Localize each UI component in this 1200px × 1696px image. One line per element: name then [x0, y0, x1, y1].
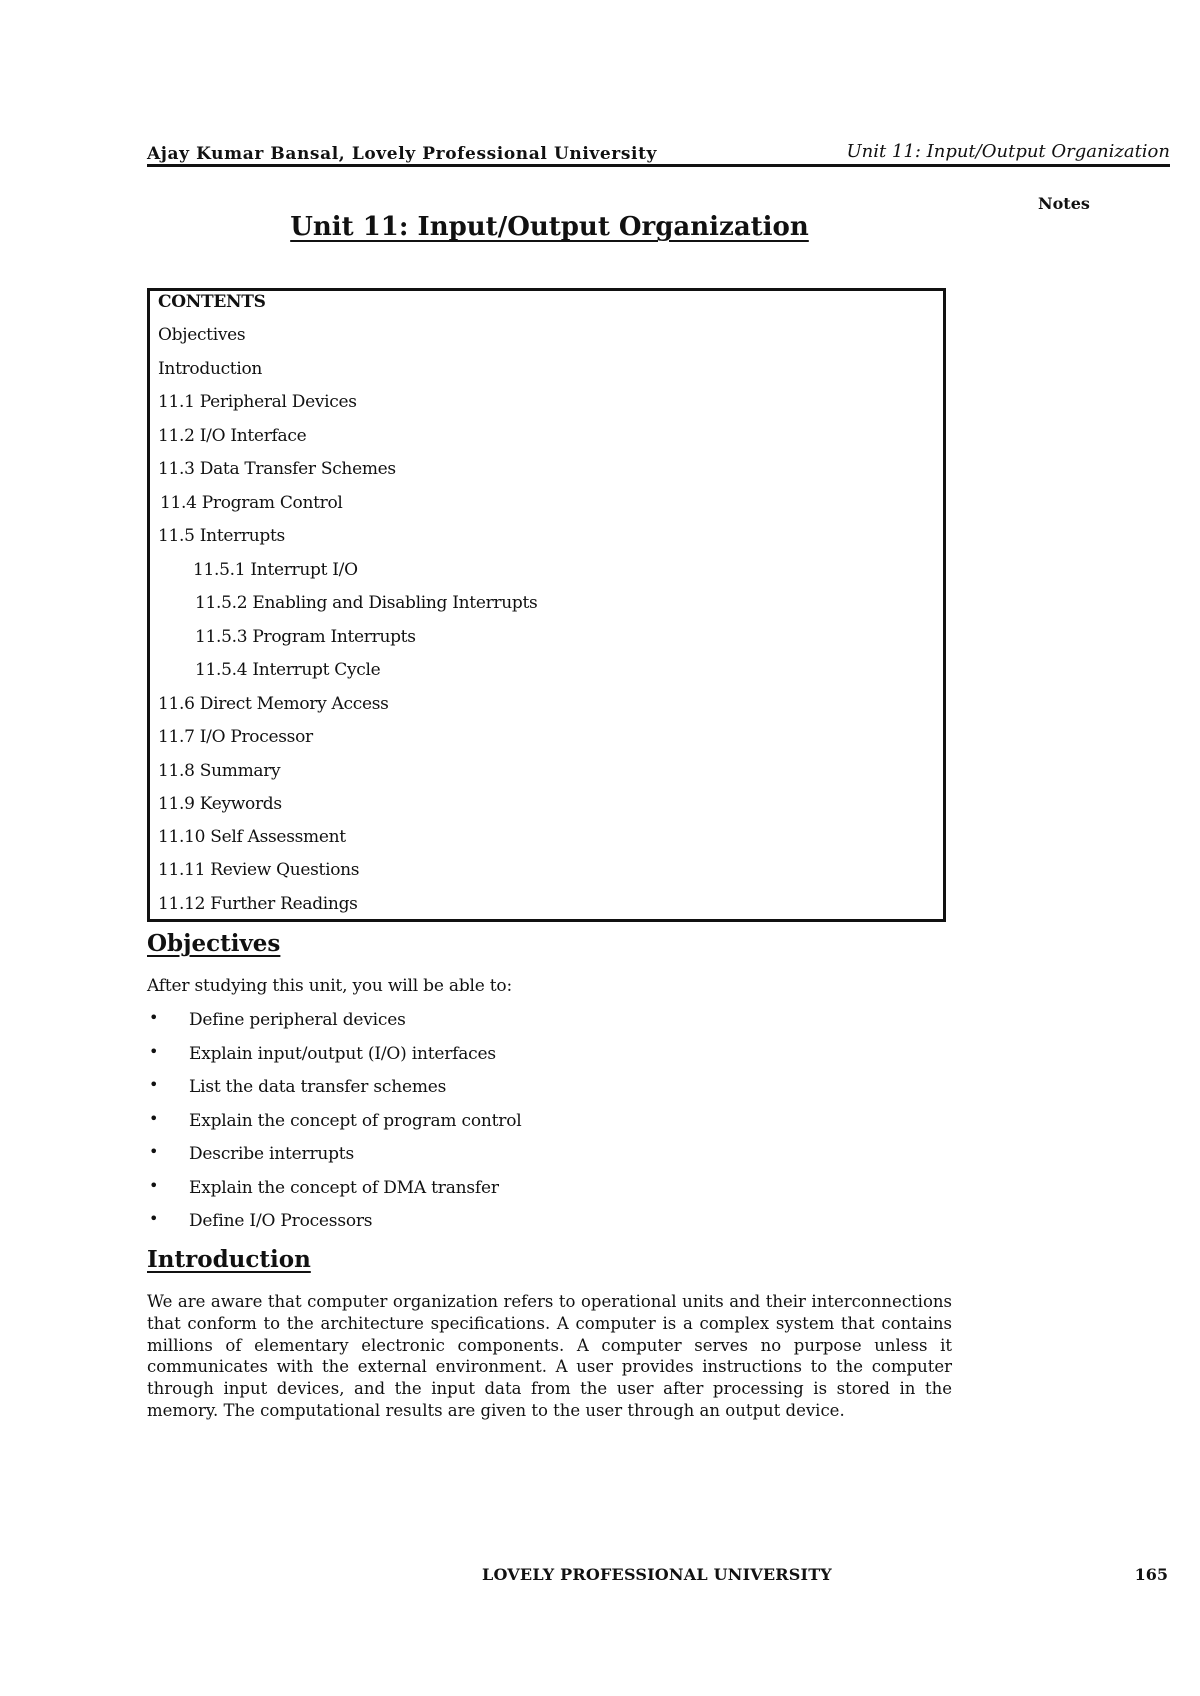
objectives-intro: After studying this unit, you will be able to: [147, 976, 512, 996]
toc-item: 11.5 Interrupts [158, 526, 285, 546]
objective-item: Define I/O Processors [189, 1211, 373, 1231]
page-title-text: Unit 11: Input/Output Organization [290, 212, 809, 242]
bullet-icon: • [149, 1176, 159, 1195]
toc-item: 11.6 Direct Memory Access [158, 694, 389, 714]
toc-item: 11.12 Further Readings [158, 894, 358, 914]
toc-item: 11.10 Self Assessment [158, 827, 346, 847]
page-number: 165 [1134, 1565, 1168, 1584]
contents-heading: CONTENTS [158, 292, 266, 312]
toc-subitem: 11.5.1 Interrupt I/O [193, 560, 358, 580]
toc-item: 11.11 Review Questions [158, 860, 360, 880]
toc-item: 11.2 I/O Interface [158, 426, 307, 446]
running-header-right: Unit 11: Input/Output Organization [846, 141, 1170, 162]
toc-subitem: 11.5.3 Program Interrupts [195, 627, 416, 647]
toc-subitem: 11.5.4 Interrupt Cycle [195, 660, 381, 680]
objectives-heading: Objectives [147, 930, 281, 957]
toc-item: 11.7 I/O Processor [158, 727, 313, 747]
objective-item: Explain input/output (I/O) interfaces [189, 1044, 496, 1064]
contents-box [147, 288, 946, 922]
bullet-icon: • [149, 1075, 159, 1094]
introduction-paragraph: We are aware that computer organization refers to operational units and their interconnections that conform to the architecture specifications. A computer is a complex system that contains millions of elementary electronic components. A computer serves no purpose unless it communicates with the external environment. A user provides instructions to the computer through input devices, and the input data from the user after processing is stored in the memory. The computational results are given to the user through an output device. [147, 1292, 952, 1420]
toc-item: 11.4 Program Control [160, 493, 343, 513]
toc-item: Objectives [158, 325, 246, 345]
toc-item: 11.9 Keywords [158, 794, 282, 814]
objective-item: Explain the concept of program control [189, 1111, 522, 1131]
objective-item: Explain the concept of DMA transfer [189, 1178, 499, 1198]
bullet-icon: • [149, 1042, 159, 1061]
bullet-icon: • [149, 1209, 159, 1228]
objective-item: Describe interrupts [189, 1144, 354, 1164]
toc-subitem: 11.5.2 Enabling and Disabling Interrupts [195, 593, 538, 613]
header-rule [147, 164, 1170, 167]
page-title [147, 212, 952, 242]
toc-item: 11.1 Peripheral Devices [158, 392, 357, 412]
notes-label: Notes [1038, 194, 1090, 213]
introduction-heading: Introduction [147, 1246, 311, 1273]
footer-university: LOVELY PROFESSIONAL UNIVERSITY [482, 1565, 832, 1584]
objective-item: Define peripheral devices [189, 1010, 406, 1030]
objective-item: List the data transfer schemes [189, 1077, 447, 1097]
toc-item: 11.3 Data Transfer Schemes [158, 459, 396, 479]
bullet-icon: • [149, 1008, 159, 1027]
bullet-icon: • [149, 1142, 159, 1161]
bullet-icon: • [149, 1109, 159, 1128]
toc-item: 11.8 Summary [158, 761, 281, 781]
running-header-left: Ajay Kumar Bansal, Lovely Professional University [147, 144, 658, 164]
toc-item: Introduction [158, 359, 263, 379]
